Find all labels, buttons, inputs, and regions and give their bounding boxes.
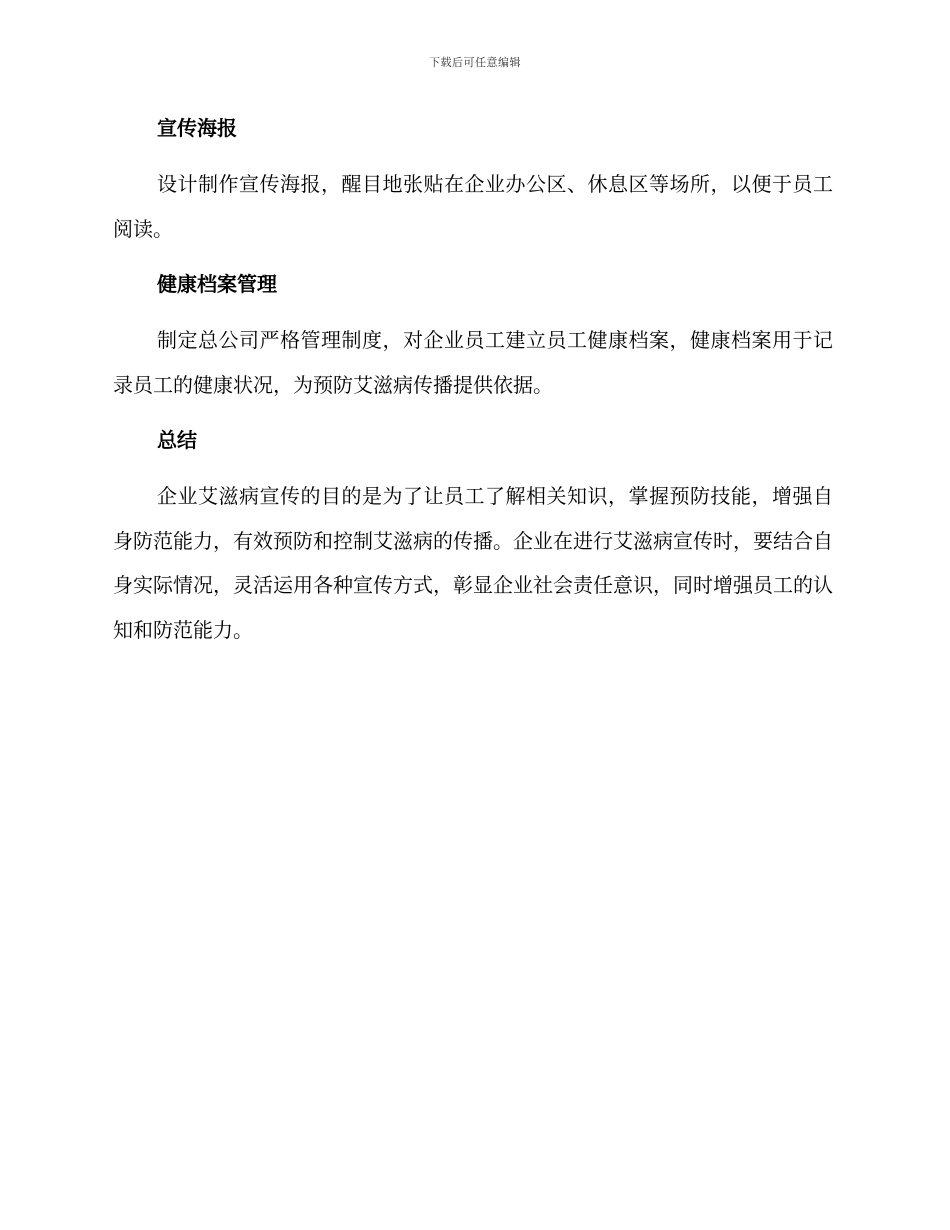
section-paragraph-summary: 企业艾滋病宣传的目的是为了让员工了解相关知识，掌握预防技能，增强自身防范能力，有效预防和控制艾滋病的传播。企业在进行艾滋病宣传时，要结合自身实际情况，灵活运用各种宣传方式，彰显企业社会责任意识，同时增强员工的认知和防范能力。 [113,484,833,642]
section-heading-health-records: 健康档案管理 [157,272,277,296]
section-heading-poster: 宣传海报 [157,116,237,140]
section-paragraph-poster: 设计制作宣传海报，醒目地张贴在企业办公区、休息区等场所，以便于员工阅读。 [113,172,833,241]
section-heading-summary: 总结 [157,428,197,452]
document-body [113,111,833,652]
page-header-note: 下载后可任意编辑 [429,56,521,69]
section-paragraph-health-records: 制定总公司严格管理制度，对企业员工建立员工健康档案，健康档案用于记录员工的健康状况，为预防艾滋病传播提供依据。 [113,328,833,397]
